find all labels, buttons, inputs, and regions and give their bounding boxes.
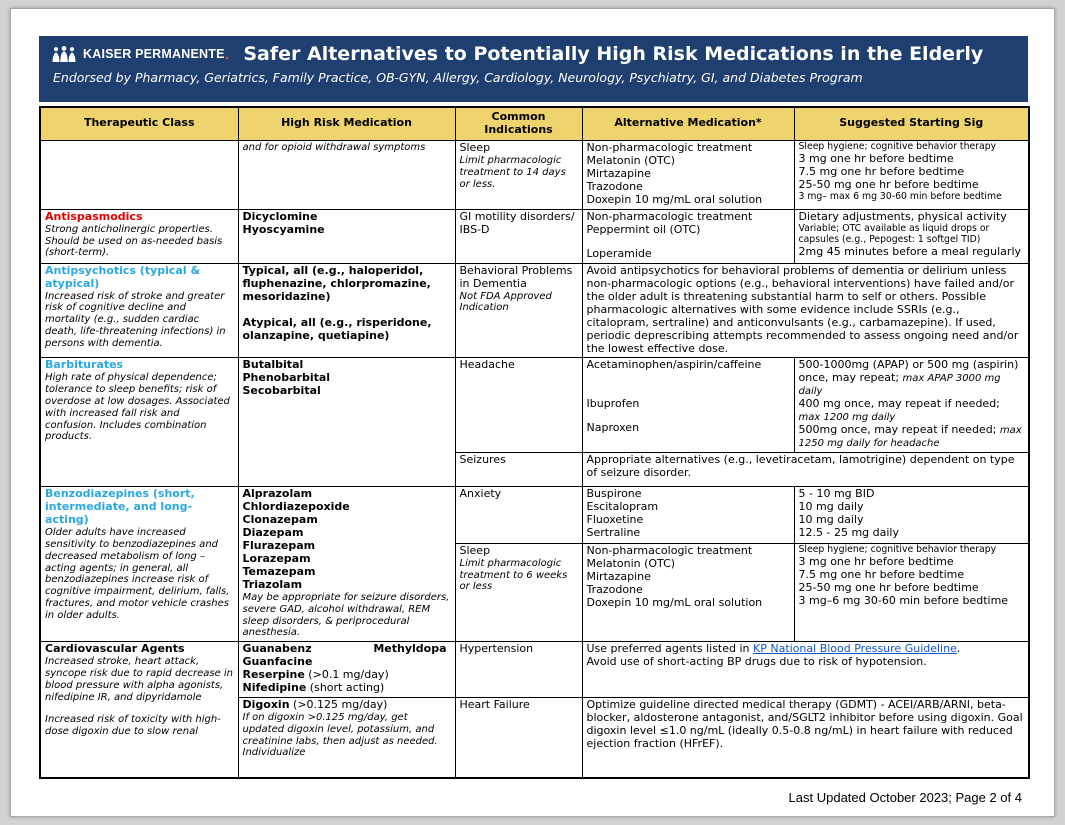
sig-item: 3 mg– max 6 mg 30-60 min before bedtime — [798, 190, 1002, 202]
document-page — [10, 8, 1055, 817]
cell-suggested-sig — [794, 140, 1029, 209]
cell-suggested-sig — [794, 209, 1029, 263]
kp-blood-pressure-guideline-link[interactable]: KP National Blood Pressure Guideline — [753, 642, 957, 656]
class-title: Benzodiazepines (short, intermediate, and long-acting) — [45, 487, 195, 527]
sig-item: 10 mg daily — [798, 513, 864, 527]
cell-common-indication — [455, 543, 582, 641]
spacer — [587, 372, 790, 398]
sig-item: 3 mg one hr before bedtime — [798, 554, 954, 568]
alt-item: Ibuprofen — [586, 397, 640, 411]
sig-item — [799, 398, 1025, 424]
guidance-text: Avoid antipsychotics for behavioral problems of dementia or delirium unless non-pharmacologic options (e.g., behavioral interventions) have failed and/or the older adult is threatening substantial harm to self or others. Possible pharmacologic alternatives with some evidence include SSRIs (e.g., citalopram, sertraline) and anticonvulsants (e.g., carbamazepine). If used, periodic deprescribing attempts recommended to assess ongoing need and/or the lowest effective dose. — [586, 263, 1019, 355]
med-group-typical: Typical, all (e.g., haloperidol, fluphenazine, chlorpromazine, mesoridazine) — [242, 263, 431, 303]
table-row-antipsychotics — [40, 263, 1029, 358]
sig-item: 5 - 10 mg BID — [798, 487, 875, 501]
med-item: Dicyclomine — [242, 209, 318, 223]
column-header-therapeutic-class: Therapeutic Class — [40, 107, 238, 140]
cell-alternative-medication — [582, 543, 794, 641]
cell-high-risk-medication — [238, 209, 455, 263]
column-header-alternative-medication: Alternative Medication* — [582, 107, 794, 140]
cell-suggested-sig — [794, 543, 1029, 641]
alt-item: Trazodone — [586, 179, 643, 193]
sig-item: Sleep hygiene; cognitive behavior therapy — [798, 543, 997, 555]
med-item — [243, 682, 451, 695]
med-item: Temazepam — [242, 565, 316, 579]
sig-max-note: max 1200 mg daily — [798, 412, 896, 424]
cell-high-risk-medication — [238, 698, 455, 778]
cell-common-indication — [455, 263, 582, 358]
cell-therapeutic-class — [40, 209, 238, 263]
med-item: Butalbital — [242, 358, 304, 372]
indication-label: Behavioral Problems in Dementia — [459, 263, 573, 290]
cell-common-indication — [455, 140, 582, 209]
column-header-high-risk-medication: High Risk Medication — [238, 107, 455, 140]
med-note: May be appropriate for seizure disorders, severe GAD, alcohol withdrawal, REM sleep disorders, & periprocedural anesthesia. — [242, 592, 450, 639]
indication-label: GI motility disorders/ — [459, 209, 575, 223]
indication-label: Sleep — [459, 543, 491, 557]
class-note: Increased risk of toxicity with high-dose digoxin due to slow renal — [45, 714, 221, 738]
sig-item: Dietary adjustments, physical activity — [798, 209, 1007, 223]
med-name: Reserpine — [242, 668, 305, 682]
cell-alternative-medication — [582, 140, 794, 209]
med-item: Methyldopa — [373, 642, 447, 656]
med-item: Triazolam — [242, 578, 303, 592]
cell-therapeutic-class — [40, 642, 238, 778]
sig-item — [799, 424, 1025, 450]
cell-high-risk-medication — [238, 487, 455, 642]
med-group-atypical: Atypical, all (e.g., risperidone, olanzapine, quetiapine) — [242, 315, 432, 342]
sig-item: 3 mg one hr before bedtime — [798, 151, 954, 165]
cell-alternative-medication — [582, 209, 794, 263]
kaiser-permanente-logo-icon — [51, 46, 77, 63]
cell-suggested-sig — [794, 487, 1029, 544]
guidance-text: Optimize guideline directed medical therapy (GDMT) - ACEI/ARB/ARNI, beta-blocker, aldosterone antagonist, and/SGLT2 inhibitor before using digoxin. Goal digoxin level ≤1.0 ng/mL (ideally 0.5-0.8 ng/mL) in heart failure with reduced ejection fraction (HFrEF). — [586, 698, 1023, 750]
sig-item: 10 mg daily — [798, 500, 864, 514]
page-footer: Last Updated October 2023; Page 2 of 4 — [788, 790, 1022, 805]
class-note: High rate of physical dependence; tolerance to sleep benefits; risk of overdose at low dosages. Associated with increased fall risk and confusion. Includes combination products. — [45, 372, 230, 443]
class-note: Increased risk of stroke and greater risk of cognitive decline and mortality (e.g., sudden cardiac death, life-threatening infections) in persons with dementia. — [45, 290, 226, 349]
sig-main: 500mg once, may repeat if needed; — [798, 423, 1000, 437]
class-note: Older adults have increased sensitivity to benzodiazepines and decreased metabolism of long – acting agents; in general, all benzodiazepines increase risk of cognitive impairment, delirium, falls, fractures, and motor vehicle crashes in older adults. — [45, 527, 230, 621]
cell-therapeutic-class — [40, 487, 238, 642]
sig-item: Variable; OTC available as liquid drops or capsules (e.g., Pepogest: 1 softgel TID) — [798, 222, 990, 245]
alt-item: Doxepin 10 mg/mL oral solution — [586, 192, 763, 206]
med-item: Phenobarbital — [242, 371, 331, 385]
table-header-row — [40, 107, 1029, 140]
alt-item: Trazodone — [586, 582, 643, 596]
alt-item: Fluoxetine — [586, 513, 644, 527]
med-qualifier: (>0.125 mg/day) — [289, 698, 388, 712]
alt-item: Doxepin 10 mg/mL oral solution — [586, 595, 763, 609]
banner-title-row — [51, 43, 1016, 65]
alt-item: Melatonin (OTC) — [586, 153, 676, 167]
cell-common-indication — [455, 209, 582, 263]
class-title: Barbiturates — [45, 358, 124, 372]
cell-guidance-merged — [582, 698, 1029, 778]
sig-item: 12.5 - 25 mg daily — [798, 526, 899, 540]
cell-therapeutic-class-empty — [40, 140, 238, 209]
cell-alternative-medication — [582, 358, 794, 453]
cell-suggested-sig — [794, 358, 1029, 453]
table-row-cardiovascular-hypertension — [40, 642, 1029, 698]
med-item — [243, 699, 451, 712]
alt-item: Sertraline — [586, 526, 641, 540]
page-title: Safer Alternatives to Potentially High Risk Medications in the Elderly — [243, 43, 984, 65]
med-item: Chlordiazepoxide — [242, 500, 350, 514]
med-item: Guanfacine — [242, 655, 313, 669]
cell-therapeutic-class — [40, 358, 238, 487]
table-row-benzodiazepines-anxiety — [40, 487, 1029, 544]
table-row-barbiturates-headache — [40, 358, 1029, 453]
alt-item: Peppermint oil (OTC) — [586, 222, 701, 236]
indication-note: Limit pharmacologic treatment to 6 weeks or less — [459, 557, 568, 593]
alt-item: Non-pharmacologic treatment — [586, 209, 753, 223]
alt-item: Non-pharmacologic treatment — [586, 140, 753, 154]
med-name: Nifedipine — [242, 681, 307, 695]
med-item: Guanabenz — [242, 642, 312, 656]
class-note: Strong anticholinergic properties. Should be used on as-needed basis (short-term). — [45, 223, 223, 259]
table-row-continuation-sleep — [40, 140, 1029, 209]
alt-item: Escitalopram — [586, 500, 659, 514]
cell-high-risk-medication — [238, 140, 455, 209]
sig-max-note: max 1250 mg daily for headache — [798, 425, 1022, 450]
kaiser-permanente-logo-text: KAISER PERMANENTE — [83, 47, 225, 61]
alt-item: Buspirone — [586, 487, 642, 501]
medications-table — [39, 106, 1030, 779]
alt-item: Non-pharmacologic treatment — [586, 543, 753, 557]
sig-item: 7.5 mg one hr before bedtime — [798, 164, 965, 178]
alt-item: Acetaminophen/aspirin/caffeine — [586, 358, 762, 372]
cell-alternative-medication — [582, 487, 794, 544]
indication-label: Headache — [459, 358, 515, 372]
med-qualifier: (short acting) — [306, 681, 385, 695]
med-item: Flurazepam — [242, 539, 316, 553]
sig-max-note: max APAP 3000 mg daily — [798, 373, 1001, 398]
sig-item: 7.5 mg one hr before bedtime — [798, 567, 965, 581]
indication-label: Heart Failure — [459, 698, 530, 712]
class-title: Cardiovascular Agents — [45, 642, 185, 656]
class-title: Antispasmodics — [45, 209, 143, 223]
cell-guidance-merged — [582, 453, 1029, 487]
sig-item: 25-50 mg one hr before bedtime — [798, 580, 979, 594]
med-item: Hyoscyamine — [242, 222, 325, 236]
med-qualifier: (>0.1 mg/day) — [304, 668, 389, 682]
logo-dot: . — [224, 46, 230, 62]
indication-label: Anxiety — [459, 487, 502, 501]
cell-high-risk-medication — [238, 642, 455, 698]
guidance-pre: Use preferred agents listed in — [586, 642, 754, 656]
cell-common-indication — [455, 453, 582, 487]
spacer — [45, 703, 234, 714]
cell-common-indication — [455, 487, 582, 544]
class-note: Increased stroke, heart attack, syncope risk due to rapid decrease in blood pressure with alpha agonists, nifedipine IR, and dipyridamole — [45, 656, 234, 703]
med-item: Lorazepam — [242, 552, 311, 566]
column-header-common-indications: Common Indications — [455, 107, 582, 140]
sig-main: 500-1000mg (APAP) or 500 mg (aspirin) once, may repeat; — [798, 358, 1019, 385]
indication-label: Hypertension — [459, 642, 534, 656]
indication-label: Seizures — [459, 453, 506, 467]
indication-note: Limit pharmacologic treatment to 14 days or less. — [459, 154, 566, 190]
high-risk-note: and for opioid withdrawal symptoms — [242, 141, 426, 153]
alt-item: Melatonin (OTC) — [586, 556, 676, 570]
cell-guidance-merged — [582, 263, 1029, 358]
med-item: Secobarbital — [242, 384, 321, 398]
alt-item: Mirtazapine — [586, 166, 651, 180]
sig-main: 400 mg once, may repeat if needed; — [798, 397, 1000, 411]
alt-item: Loperamide — [586, 246, 652, 260]
sig-item: 3 mg–6 mg 30-60 min before bedtime — [798, 593, 1009, 607]
med-note: If on digoxin >0.125 mg/day, get updated digoxin level, potassium, and creatinine labs, then adjust as needed. Individualize — [242, 712, 438, 759]
table-row-antispasmodics — [40, 209, 1029, 263]
column-header-suggested-starting-sig: Suggested Starting Sig — [794, 107, 1029, 140]
guidance-text: Appropriate alternatives (e.g., levetiracetam, lamotrigine) dependent on type of seizure disorder. — [586, 453, 1015, 480]
med-item: Diazepam — [242, 526, 304, 540]
cell-therapeutic-class — [40, 263, 238, 358]
page-subtitle: Endorsed by Pharmacy, Geriatrics, Family Practice, OB-GYN, Allergy, Cardiology, Neurology, Psychiatry, GI, and Diabetes Program — [53, 70, 863, 85]
guidance-text: Avoid use of short-acting BP drugs due to risk of hypotension. — [586, 655, 927, 669]
med-name: Digoxin — [242, 698, 290, 712]
indication-label: Sleep — [459, 140, 491, 154]
alt-item: Naproxen — [586, 421, 640, 435]
cell-common-indication — [455, 698, 582, 778]
spacer — [243, 304, 451, 317]
class-title: Antipsychotics (typical & atypical) — [45, 263, 201, 290]
cell-high-risk-medication — [238, 358, 455, 487]
cell-guidance-merged — [582, 642, 1029, 698]
sig-item — [799, 359, 1025, 398]
sig-item: 2mg 45 minutes before a meal regularly — [798, 244, 1022, 258]
cell-common-indication — [455, 642, 582, 698]
med-item: Alprazolam — [242, 487, 313, 501]
sig-item: Sleep hygiene; cognitive behavior therapy — [798, 140, 997, 152]
alt-item: Mirtazapine — [586, 569, 651, 583]
cell-common-indication — [455, 358, 582, 453]
cell-high-risk-medication — [238, 263, 455, 358]
indication-label: IBS-D — [459, 222, 490, 236]
indication-note: Not FDA Approved Indication — [459, 290, 552, 314]
document-header-banner — [39, 36, 1028, 102]
sig-item: 25-50 mg one hr before bedtime — [798, 177, 979, 191]
med-item: Clonazepam — [242, 513, 318, 527]
guidance-post: . — [956, 642, 961, 656]
